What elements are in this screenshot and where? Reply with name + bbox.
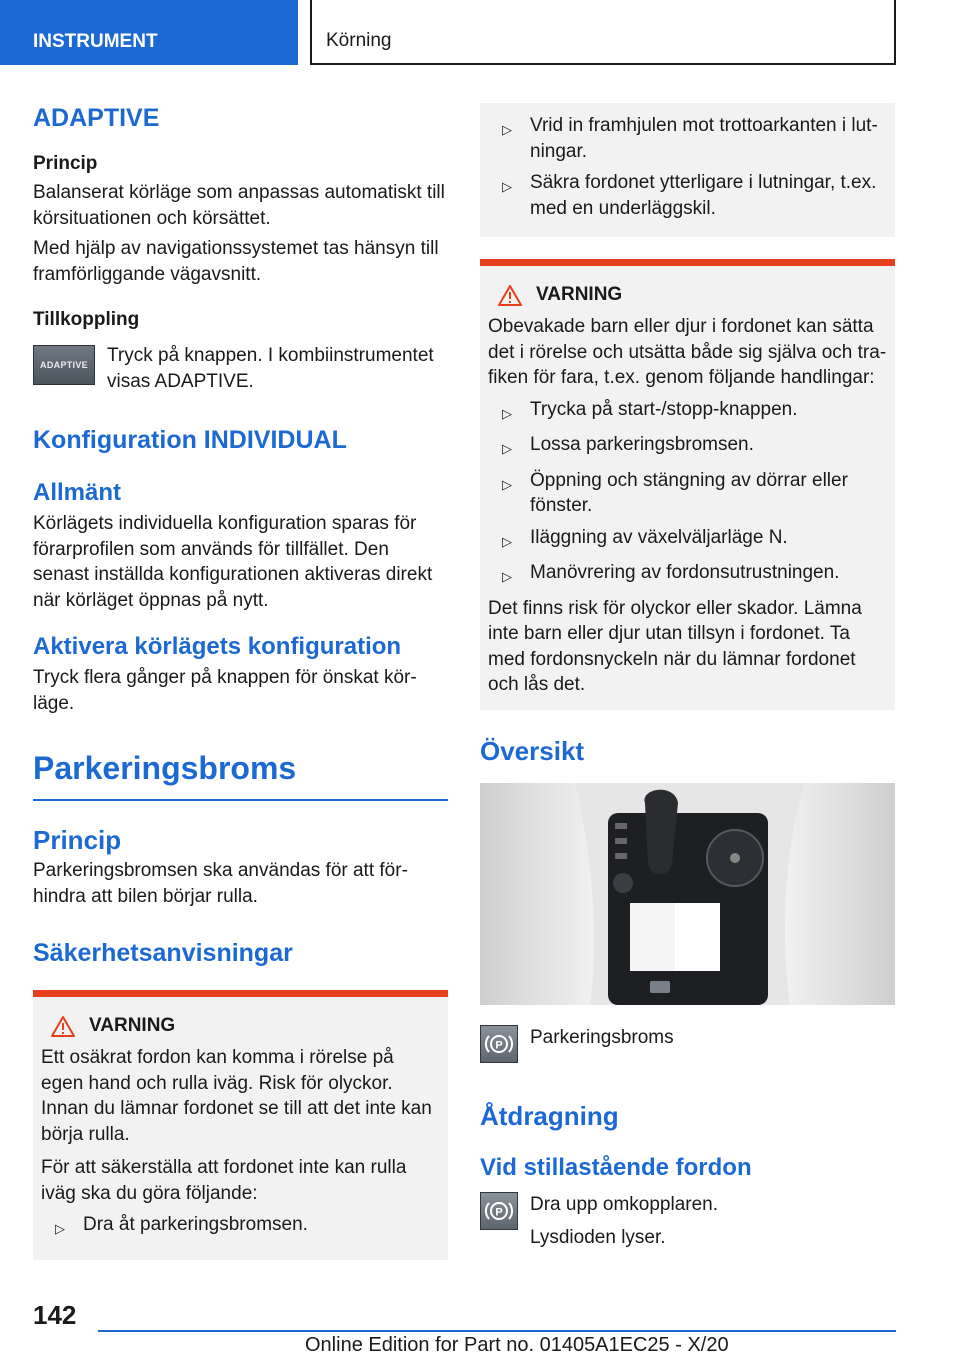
bullet-text: Vrid in framhjulen mot trottoarkanten i lutningar. xyxy=(530,115,878,162)
allmant-text: Körlägets individuella konfiguration sparas för förarprofilen som används för tillfället. Den senast inställda konfigurationen aktiveras direkt när körläget öppnas på nytt. xyxy=(33,513,433,611)
chapter-title: Körning xyxy=(326,30,392,51)
oversikt-caption: Parkeringsbroms xyxy=(530,1026,674,1048)
page-number: 142 xyxy=(33,1300,77,1330)
console-illustration xyxy=(480,783,895,1005)
chapter-header xyxy=(310,0,896,65)
step-texts xyxy=(530,1192,718,1251)
svg-text:P: P xyxy=(495,1206,503,1218)
allmant-heading: Allmänt xyxy=(33,479,122,506)
list-item xyxy=(488,525,887,555)
parking-brake-icon xyxy=(480,1192,518,1230)
footer-rule xyxy=(98,1330,896,1332)
princip2-text: Parkeringsbromsen ska användas för att förhindra att bilen börjar rulla. xyxy=(33,860,408,907)
warning-title-2 xyxy=(488,284,887,306)
bullet-triangle-icon: ▷ xyxy=(502,179,512,194)
warning-title-text: VARNING xyxy=(89,1015,176,1036)
bullet-triangle-icon: ▷ xyxy=(502,405,512,421)
parkering-heading: Parkeringsbroms xyxy=(33,750,297,786)
list-item xyxy=(488,560,887,590)
oversikt-heading: Översikt xyxy=(480,735,585,766)
warning-triangle-icon xyxy=(51,1016,75,1037)
warning-box-1 xyxy=(33,990,448,1260)
bullet-text: Lossa parkeringsbromsen. xyxy=(530,434,754,455)
princip-paragraph-1: Balanserat körläge som anpassas automatiskt till körsituationen och körsättet. xyxy=(33,182,445,229)
step-row xyxy=(480,1192,895,1251)
step-2: Lysdioden lyser. xyxy=(530,1227,666,1248)
list-item xyxy=(488,397,887,427)
caption-row xyxy=(480,1025,895,1063)
bullet-text: Öppning och stängning av dörrar eller fönster. xyxy=(530,469,848,516)
atdragning-heading: Åtdragning xyxy=(480,1100,619,1131)
bullet-triangle-icon: ▷ xyxy=(502,569,512,584)
warning-triangle-icon xyxy=(498,285,522,306)
bullet-text: Dra åt parkeringsbromsen. xyxy=(83,1214,308,1235)
tillkoppling-text: Tryck på knappen. I kombiinstrumentet visas ADAPTIVE. xyxy=(107,345,434,392)
bullet-text: Iläggning av växelväljarläge N. xyxy=(530,526,788,548)
bullet-text: Säkra fordonet ytterligare i lutningar, t.ex. med en underläggskil. xyxy=(530,172,877,219)
footer-edition: Online Edition for Part no. 01405A1EC25 - X/20 xyxy=(305,1334,729,1356)
konfig-heading: Konfiguration INDIVIDUAL xyxy=(33,426,347,454)
warning1-paragraph-2: För att säkerställa att fordonet inte kan rulla iväg ska du göra följande: xyxy=(41,1157,407,1204)
aktivera-text: Tryck flera gånger på knappen för önskat körläge. xyxy=(33,667,417,714)
bullet-triangle-icon: ▷ xyxy=(55,1221,65,1236)
list-item xyxy=(488,468,887,519)
list-item xyxy=(488,170,887,221)
parking-brake-icon xyxy=(480,1025,518,1063)
princip2-heading: Princip xyxy=(33,825,122,855)
aktivera-heading: Aktivera körlägets konfiguration xyxy=(33,633,402,660)
heading-rule xyxy=(33,799,448,801)
center-console-image xyxy=(480,783,895,1005)
warning2-paragraph-2: Det finns risk för olyckor eller skador. Lämna inte barn eller djur utan tillsyn i fordonet. Ta med fordonsnyckeln när du lämnar fordonet och lås det. xyxy=(488,597,862,695)
warning1-paragraph-1: Ett osäkrat fordon kan komma i rörelse på egen hand och rulla iväg. Risk för olyckor. Innan du lämnar fordonet se till att det inte kan börja rulla. xyxy=(41,1047,432,1145)
bullet-triangle-icon: ▷ xyxy=(502,122,512,137)
list-item xyxy=(488,432,887,462)
bullet-triangle-icon: ▷ xyxy=(502,533,512,549)
bullet-triangle-icon: ▷ xyxy=(502,476,512,492)
stillastaende-heading: Vid stillastående fordon xyxy=(480,1153,752,1181)
princip-label: Princip xyxy=(33,153,98,174)
left-column xyxy=(33,100,448,1260)
warning-continuation xyxy=(480,103,895,237)
bullet-triangle-icon: ▷ xyxy=(502,441,512,456)
adaptive-button-icon: ADAPTIVE xyxy=(33,345,95,385)
adaptive-heading: ADAPTIVE xyxy=(33,104,160,132)
right-column xyxy=(480,103,895,1251)
warning-title-text: VARNING xyxy=(536,284,623,305)
bullet-text: Manövrering av fordonsutrustningen. xyxy=(530,562,840,583)
tillkoppling-label: Tillkoppling xyxy=(33,309,140,330)
sakerhet-heading: Säkerhetsanvisningar xyxy=(33,939,293,967)
list-item xyxy=(488,113,887,164)
step-1: Dra upp omkopplaren. xyxy=(530,1193,718,1215)
svg-text:P: P xyxy=(495,1039,503,1051)
bullet-text: Trycka på start-/stopp-knappen. xyxy=(530,398,798,420)
section-tab: INSTRUMENT xyxy=(0,0,298,65)
tillkoppling-row xyxy=(33,343,448,394)
warning-title-1 xyxy=(41,1015,440,1037)
warning-box-2 xyxy=(480,259,895,710)
princip-paragraph-2: Med hjälp av navigationssystemet tas hänsyn till framförliggande vägavsnitt. xyxy=(33,238,439,285)
list-item xyxy=(41,1212,440,1242)
warning2-paragraph-1: Obevakade barn eller djur i fordonet kan sätta det i rörelse och utsätta både sig själva och trafiken för fara, t.ex. genom följande handlingar: xyxy=(488,316,887,388)
